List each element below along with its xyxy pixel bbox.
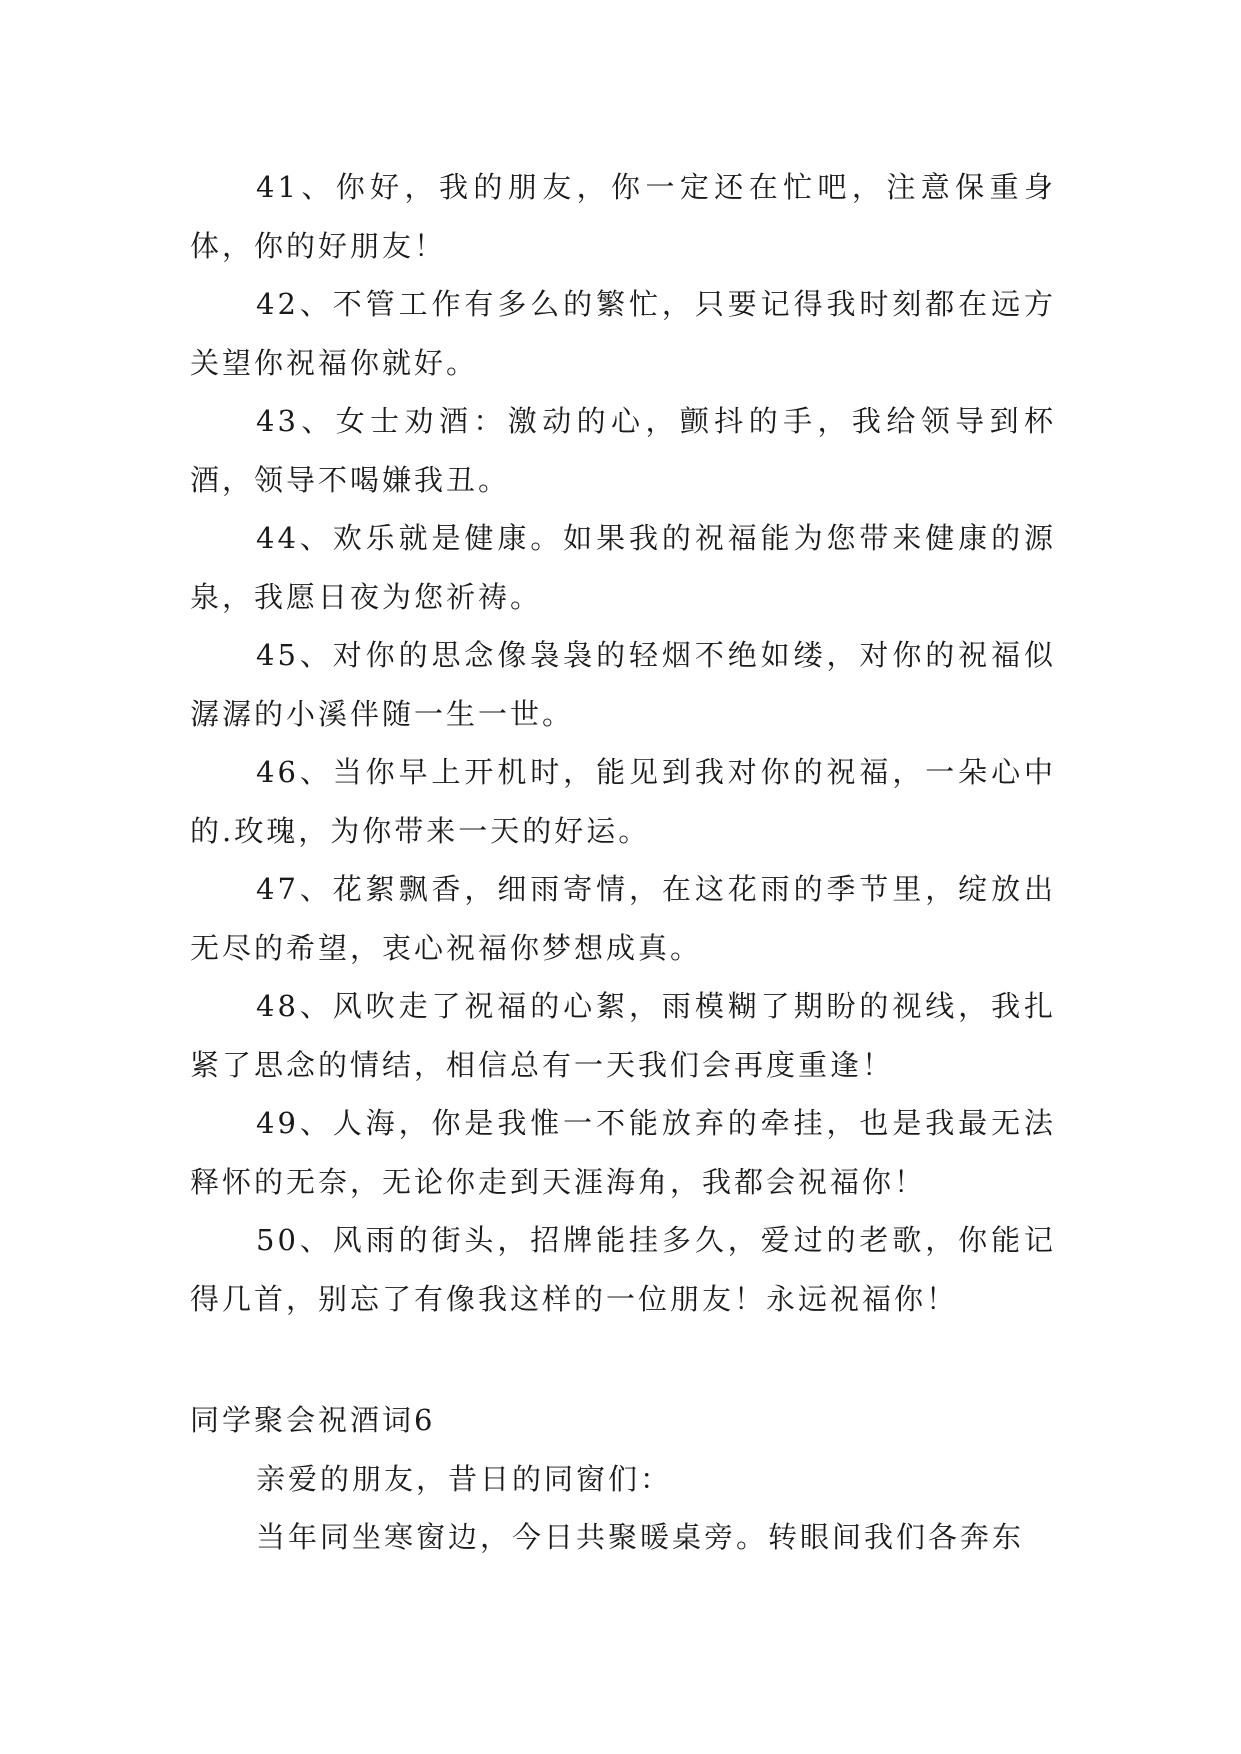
blessing-item-50: 50、风雨的街头，招牌能挂多久，爱过的老歌，你能记得几首，别忘了有像我这样的一位朋友！永远祝福你！ xyxy=(190,1223,1056,1316)
blessing-item-41: 41、你好，我的朋友，你一定还在忙吧，注意保重身体，你的好朋友！ xyxy=(190,170,1056,263)
blessing-item-43: 43、女士劝酒：激动的心，颤抖的手，我给领导到杯酒，领导不喝嫌我丑。 xyxy=(190,404,1056,497)
blessing-item-49: 49、人海，你是我惟一不能放弃的牵挂，也是我最无法释怀的无奈，无论你走到天涯海角，我都会祝福你！ xyxy=(190,1106,1056,1199)
blessing-item-44: 44、欢乐就是健康。如果我的祝福能为您带来健康的源泉，我愿日夜为您祈祷。 xyxy=(190,521,1056,614)
blessing-item-47: 47、花絮飘香，细雨寄情，在这花雨的季节里，绽放出无尽的希望，衷心祝福你梦想成真。 xyxy=(190,872,1056,965)
opening-paragraph: 当年同坐寒窗边，今日共聚暖桌旁。转眼间我们各奔东 xyxy=(256,1520,1025,1554)
blessing-item-46: 46、当你早上开机时，能见到我对你的祝福，一朵心中的.玫瑰，为你带来一天的好运。 xyxy=(190,755,1056,848)
blessing-item-42: 42、不管工作有多么的繁忙，只要记得我时刻都在远方关望你祝福你就好。 xyxy=(190,287,1056,380)
document-body xyxy=(190,158,1056,1567)
section-heading: 同学聚会祝酒词6 xyxy=(190,1403,436,1437)
greeting-paragraph: 亲爱的朋友，昔日的同窗们： xyxy=(256,1461,673,1496)
blessing-item-48: 48、风吹走了祝福的心絮，雨模糊了期盼的视线，我扎紧了思念的情结，相信总有一天我们会再度重逢！ xyxy=(190,989,1056,1082)
blessing-item-45: 45、对你的思念像袅袅的轻烟不绝如缕，对你的祝福似潺潺的小溪伴随一生一世。 xyxy=(190,638,1056,731)
